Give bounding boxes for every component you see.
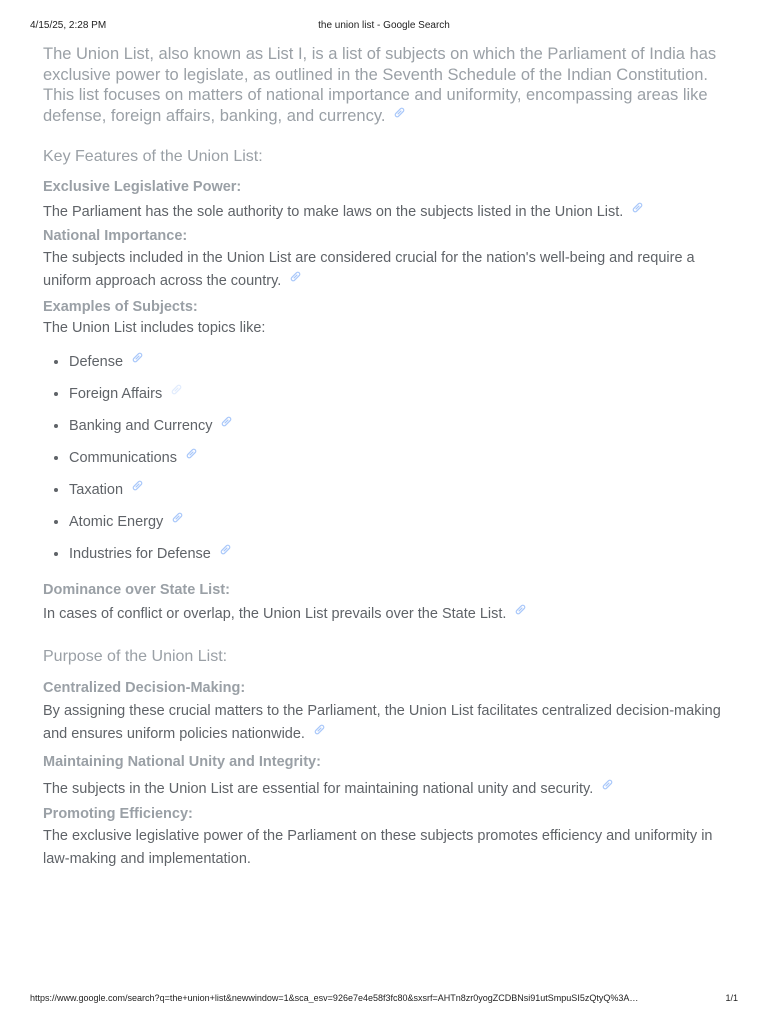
list-item-label: Communications (69, 450, 177, 466)
examples-text: The Union List includes topics like: (43, 320, 266, 336)
centralized-text (43, 700, 733, 746)
link-icon[interactable] (631, 201, 644, 214)
dominance-text (43, 603, 733, 626)
list-item-atomic-energy (69, 508, 733, 540)
print-datetime: 4/15/25, 2:28 PM (30, 20, 107, 31)
list-item-label: Banking and Currency (69, 418, 213, 434)
list-item-label: Industries for Defense (69, 546, 211, 562)
print-header (30, 20, 738, 34)
dominance-title: Dominance over State List: (43, 582, 230, 598)
exclusive-power-title: Exclusive Legislative Power: (43, 179, 242, 195)
centralized-body: By assigning these crucial matters to the Parliament, the Union List facilitates centralized decision-making and ensures uniform policies nationwide. (43, 703, 721, 742)
national-importance-title: National Importance: (43, 228, 188, 244)
efficiency-title: Promoting Efficiency: (43, 806, 193, 822)
link-icon[interactable] (313, 723, 326, 736)
list-item-label: Taxation (69, 482, 124, 498)
link-icon[interactable] (219, 543, 232, 556)
intro-text: The Union List, also known as List I, is a list of subjects on which the Parliament of India has exclusive power to legislate, as outlined in the Seventh Schedule of the Indian Constitution. This list focuses on matters of national importance and uniformity, encompassing areas like defense, foreign affairs, banking, and currency. (43, 45, 717, 125)
dominance-body: In cases of conflict or overlap, the Union List prevails over the State List. (43, 606, 507, 622)
national-importance-body: The subjects included in the Union List are considered crucial for the nation's well-being and require a uniform approach across the country. (43, 250, 695, 289)
unity-body: The subjects in the Union List are essential for maintaining national unity and security. (43, 781, 594, 797)
list-item-communications (69, 444, 733, 476)
list-item-industries-defense (69, 540, 733, 572)
print-page-number: 1/1 (725, 993, 738, 1003)
link-icon[interactable] (220, 415, 233, 428)
list-item-label: Foreign Affairs (69, 386, 163, 402)
efficiency-text: The exclusive legislative power of the Parliament on these subjects promotes efficiency and uniformity in law-making and implementation. (43, 828, 713, 867)
link-icon[interactable] (289, 270, 302, 283)
subjects-list (43, 348, 733, 572)
intro-paragraph (43, 44, 733, 126)
list-item-taxation (69, 476, 733, 508)
examples-title: Examples of Subjects: (43, 299, 198, 315)
link-icon[interactable] (171, 511, 184, 524)
key-features-heading: Key Features of the Union List: (43, 148, 263, 165)
list-item-banking (69, 412, 733, 444)
list-item-label: Defense (69, 354, 124, 370)
link-icon[interactable] (131, 351, 144, 364)
link-icon[interactable] (170, 383, 183, 396)
print-page-title: the union list - Google Search (318, 20, 450, 31)
ai-overview-content (43, 44, 733, 871)
link-icon[interactable] (601, 778, 614, 791)
list-item-defense (69, 348, 733, 380)
exclusive-power-text (43, 201, 733, 224)
list-item-foreign-affairs (69, 380, 733, 412)
link-icon[interactable] (514, 603, 527, 616)
link-icon[interactable] (131, 479, 144, 492)
print-footer (30, 993, 738, 1007)
list-item-label: Atomic Energy (69, 514, 164, 530)
link-icon[interactable] (185, 447, 198, 460)
purpose-heading: Purpose of the Union List: (43, 648, 228, 665)
exclusive-power-body: The Parliament has the sole authority to make laws on the subjects listed in the Union List. (43, 204, 624, 220)
unity-title: Maintaining National Unity and Integrity: (43, 754, 321, 770)
centralized-title: Centralized Decision-Making: (43, 680, 246, 696)
link-icon[interactable] (393, 106, 406, 119)
national-importance-text (43, 247, 733, 293)
unity-text (43, 778, 733, 801)
print-url: https://www.google.com/search?q=the+union+list&newwindow=1&sca_esv=926e7e4e58f3fc80&sxsrf=AHTn8zr0yogZCDBNsi91utSmpuSI5zQtyQ%3A… (30, 993, 639, 1003)
